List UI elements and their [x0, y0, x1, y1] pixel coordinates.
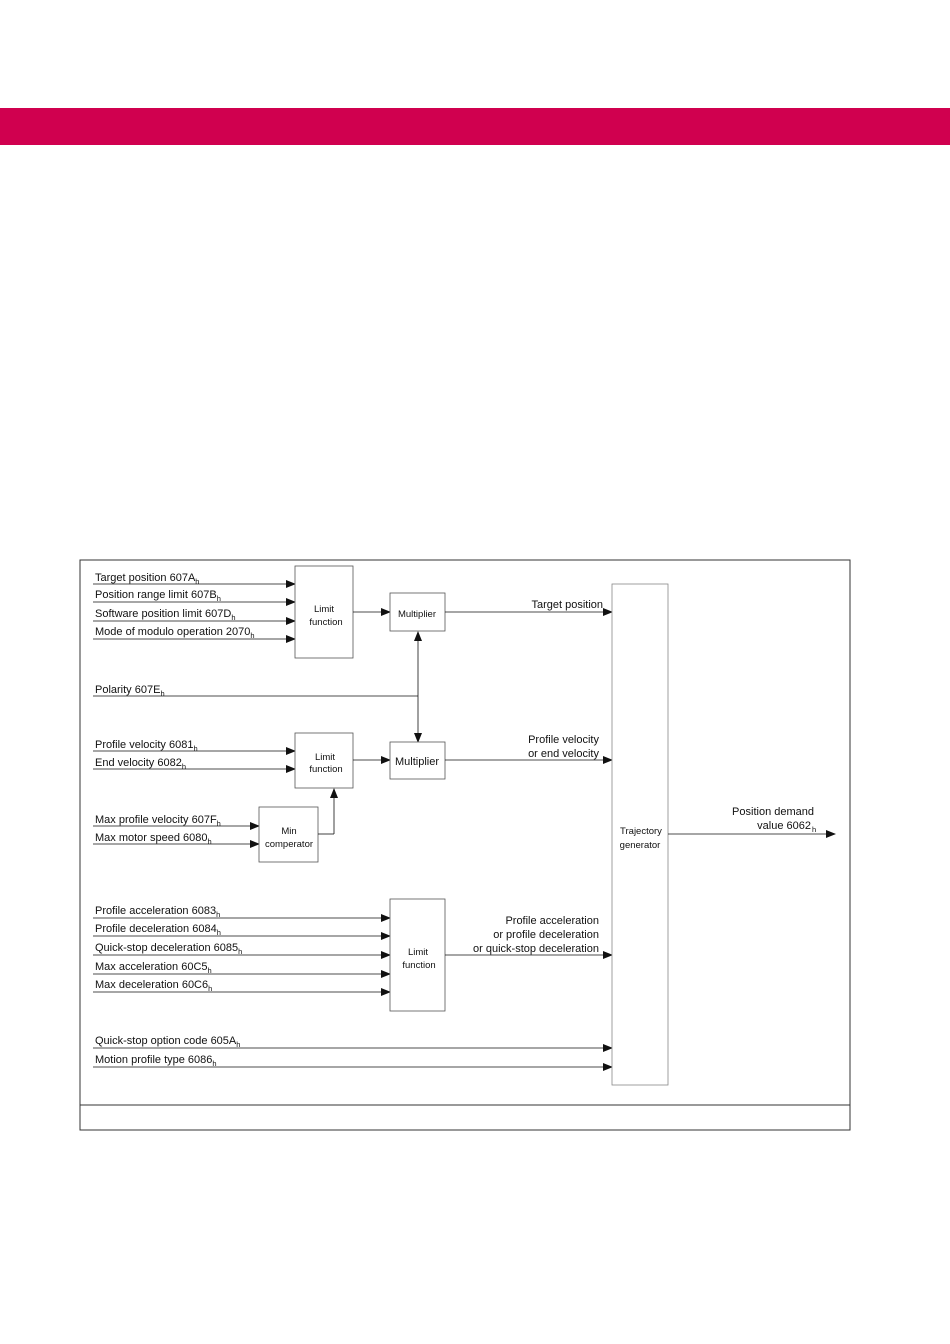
svg-text:Polarity 607Eh: Polarity $607E_h$ — [95, 684, 165, 698]
svg-text:Limit: Limit — [313, 604, 335, 615]
connector-min-to-limit2 — [318, 789, 334, 834]
svg-text:Trajectory: Trajectory — [620, 826, 662, 837]
signal-target-position — [445, 599, 612, 612]
input-end-velocity — [93, 757, 295, 771]
svg-text:Profile acceleration: Profile acceleration — [505, 915, 599, 927]
input-profile-deceleration — [93, 923, 390, 937]
input-motion-profile-type — [93, 1054, 612, 1068]
input-quick-stop-option-code — [93, 1035, 612, 1049]
svg-text:Profile velocity 6081h: Profile velocity $6081_h$ — [95, 739, 198, 753]
signal-profile-velocity — [445, 734, 612, 760]
svg-text:value 6062: value 6062 — [757, 820, 811, 832]
input-quick-stop-deceleration — [93, 942, 390, 956]
svg-text:Max deceleration 60C6h: Max deceleration $60C6_h$ — [95, 979, 213, 993]
input-profile-velocity — [93, 739, 295, 753]
svg-text:or profile deceleration: or profile deceleration — [493, 929, 599, 941]
output-position-demand — [668, 806, 835, 834]
svg-text:or end velocity: or end velocity — [528, 748, 599, 760]
input-modulo-operation — [93, 626, 295, 640]
svg-text:Profile deceleration 6084h: Profile deceleration $6084_h$ — [95, 923, 221, 937]
svg-text:Max acceleration 60C5h: Max acceleration $60C5_h$ — [95, 961, 212, 975]
svg-text:Position range limit 607Bh: Position range limit $607B_h$ — [95, 589, 221, 603]
svg-text:Software position limit 607Dh: Software position limit $607D_h$ — [95, 608, 236, 622]
svg-text:Quick-stop deceleration 6085h: Quick-stop deceleration $6085_h$ — [95, 942, 243, 956]
input-max-profile-velocity — [93, 814, 259, 828]
svg-text:Multiplier: Multiplier — [394, 756, 440, 768]
signal-profile-acceleration — [445, 915, 612, 955]
svg-text:Motion profile type 6086h: Motion profile type $6086_h$ — [95, 1054, 217, 1068]
svg-text:or quick-stop deceleration: or quick-stop deceleration — [473, 943, 599, 955]
svg-text:Max profile velocity 607Fh: Max profile velocity $607F_h$ — [95, 814, 221, 828]
input-position-range-limit — [93, 589, 295, 603]
svg-text:function: function — [309, 764, 343, 775]
block-limit-function-2 — [295, 733, 353, 788]
svg-text:Limit: Limit — [407, 947, 429, 958]
block-limit-function-1 — [295, 566, 353, 658]
svg-text:Position demand: Position demand — [732, 806, 814, 818]
block-multiplier-2 — [390, 742, 445, 779]
svg-text:Quick-stop option code 605Ah: Quick-stop option code $605A_h$ — [95, 1035, 241, 1049]
svg-text:Mode of modulo operation 2070h: Mode of modulo operation $2070_h$ — [95, 626, 255, 640]
svg-text:function: function — [402, 960, 436, 971]
svg-text:End velocity 6082h: End velocity $6082_h$ — [95, 757, 187, 771]
svg-text:function: function — [309, 617, 343, 628]
input-profile-acceleration — [93, 905, 390, 919]
block-min-comparator — [259, 807, 318, 862]
svg-text:Target position: Target position — [531, 599, 603, 611]
block-trajectory-generator — [612, 584, 668, 1085]
input-target-position — [93, 572, 295, 586]
svg-text:Max motor speed 6080h: Max motor speed $6080_h$ — [95, 832, 212, 846]
input-software-position-limit — [93, 608, 295, 622]
svg-text:Profile velocity: Profile velocity — [528, 734, 599, 746]
block-limit-function-3 — [390, 899, 445, 1011]
svg-text:Multiplier: Multiplier — [397, 609, 437, 620]
svg-text:Limit: Limit — [314, 752, 336, 763]
block-multiplier-1 — [390, 593, 445, 631]
svg-text:Min: Min — [281, 826, 297, 837]
svg-text:generator: generator — [619, 840, 661, 851]
svg-text:h: h — [812, 825, 817, 834]
input-max-deceleration — [93, 979, 390, 993]
svg-text:Profile acceleration 6083h: Profile acceleration $6083_h$ — [95, 905, 221, 919]
input-polarity — [93, 632, 418, 742]
input-max-acceleration — [93, 961, 390, 975]
svg-text:comperator: comperator — [264, 839, 314, 850]
input-max-motor-speed — [93, 832, 259, 846]
svg-text:Target position 607Ah: Target position $607A_h$ — [95, 572, 200, 586]
